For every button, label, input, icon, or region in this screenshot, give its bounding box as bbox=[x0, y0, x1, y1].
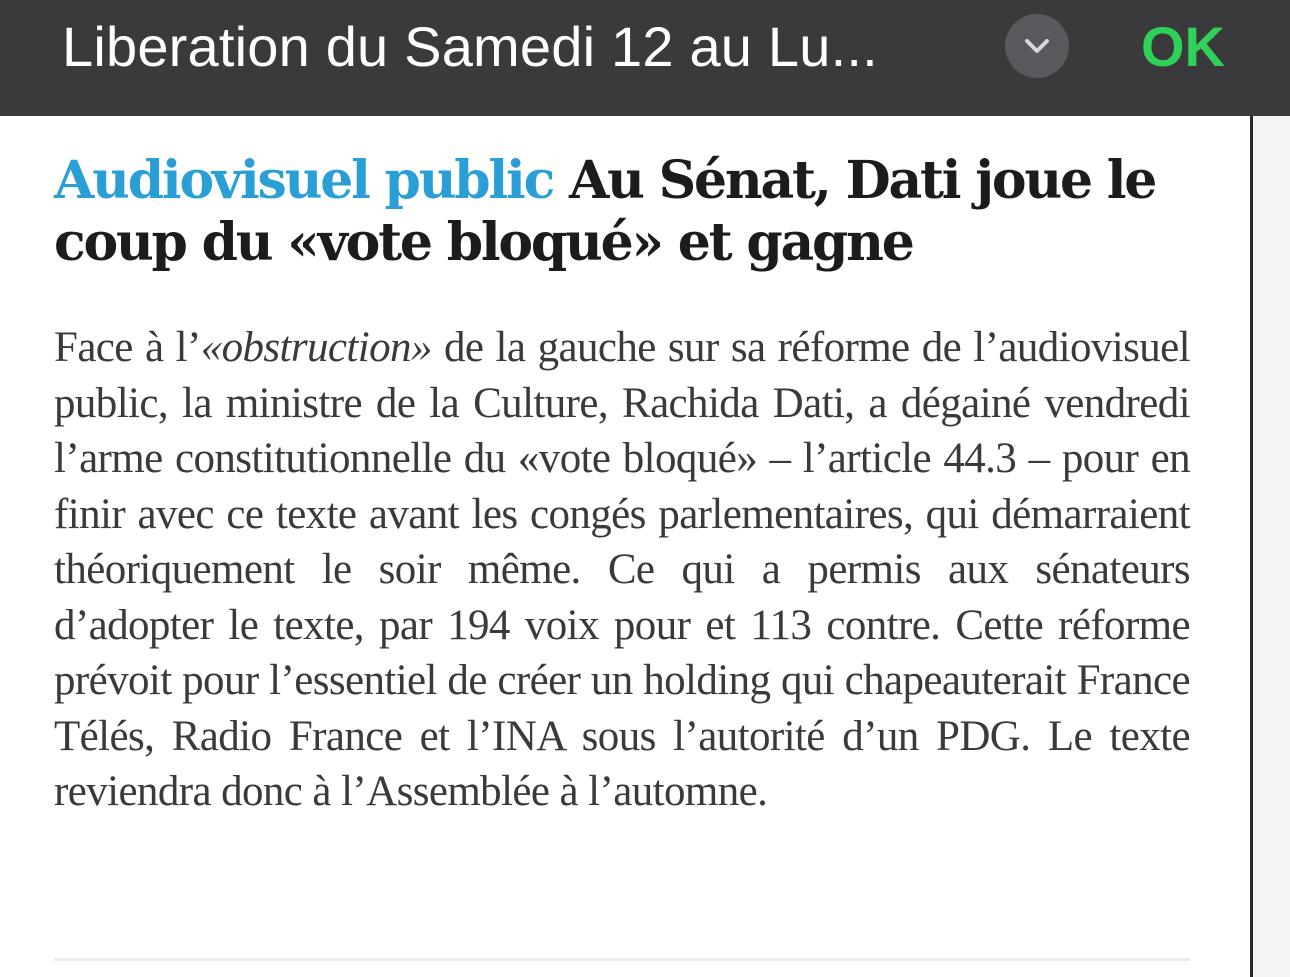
top-toolbar bbox=[0, 0, 1290, 116]
article-body bbox=[54, 320, 1190, 820]
article-headline-text: Au Sénat, Dati joue le coup du «vote bloqué» et gagne bbox=[54, 150, 1156, 273]
article-body-quote: «obstruction» bbox=[200, 324, 432, 371]
chevron-down-icon bbox=[1022, 36, 1052, 56]
next-page-edge[interactable] bbox=[1253, 116, 1290, 977]
ok-button[interactable]: OK bbox=[1141, 15, 1225, 78]
document-page bbox=[0, 116, 1290, 977]
title-menu-button[interactable] bbox=[1005, 14, 1069, 78]
article-body-rest: de la gauche sur sa réforme de l’audiovisuel public, la ministre de la Culture, Rachida Dati, a dégainé vendredi l’arme constitutionnelle du «vote bloqué» – l’article 44.3 – pour en finir avec ce texte avant les congés parlementaires, qui démarraient théoriquement le soir même. Ce qui a permis aux sénateurs d’adopter le texte, par 194 voix pour et 113 contre. Cette réforme prévoit pour l’essentiel de créer un holding qui chapeauterait France Télés, Radio France et l’INA sous l’autorité d’un PDG. Le texte reviendra donc à l’Assemblée à l’automne. bbox=[54, 324, 1191, 815]
document-title: Liberation du Samedi 12 au Lu... bbox=[62, 15, 878, 78]
article-kicker: Audiovisuel public bbox=[54, 150, 554, 211]
page-divider bbox=[54, 958, 1190, 961]
article-body-start: Face à l’ bbox=[54, 324, 201, 371]
article-headline bbox=[54, 150, 1204, 274]
